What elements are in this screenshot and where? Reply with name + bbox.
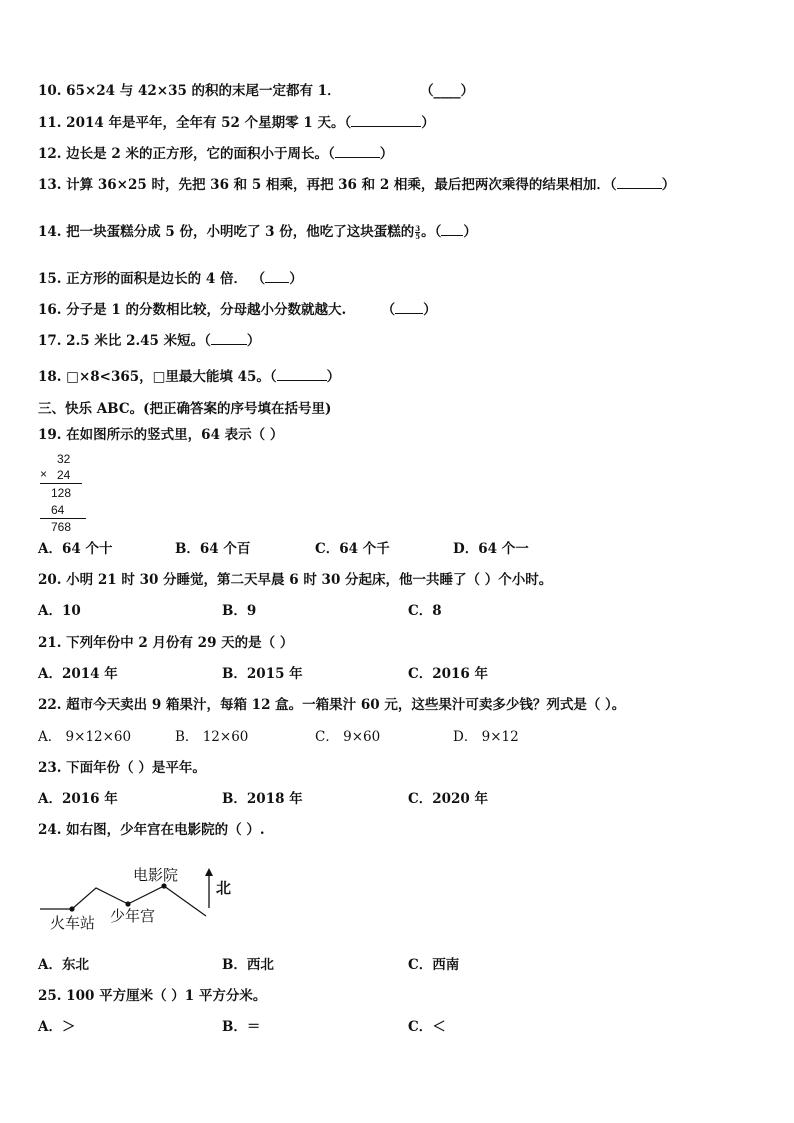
question-25: 25. 100 平方厘米（ ）1 平方分米。 <box>38 988 267 1004</box>
option-b[interactable]: B．西北 <box>222 957 274 973</box>
option-c[interactable]: C．2016 年 <box>408 666 489 682</box>
calc-multiplier: 24 <box>57 468 71 482</box>
question-10 <box>38 82 474 100</box>
question-14: 14. 把一块蛋糕分成 5 份，小明吃了 3 份，他吃了这块蛋糕的 $\frac{3}{5}$ 。（ ） <box>38 224 477 241</box>
answer-blank[interactable] <box>351 114 421 127</box>
station-label: 火车站 <box>50 914 96 932</box>
question-23: 23. 下面年份（ ）是平年。 <box>38 760 206 776</box>
option-b[interactable]: B． 12×60 <box>175 729 249 745</box>
option-d[interactable]: D． 9×12 <box>453 729 519 745</box>
question-19: 19. 在如图所示的竖式里，64 表示（ ） <box>38 427 284 443</box>
answer-blank[interactable] <box>617 176 662 189</box>
option-a[interactable]: A． 9×12×60 <box>38 729 132 745</box>
question-text: 12. 边长是 2 米的正方形，它的面积小于周长。（ <box>38 146 335 162</box>
question-text: 10. 65×24 与 42×35 的积的末尾一定都有 1． <box>38 83 341 99</box>
option-c[interactable]: C．2020 年 <box>408 791 489 807</box>
option-a[interactable]: A．2016 年 <box>38 791 118 807</box>
option-a[interactable]: A．64 个十 <box>38 541 113 557</box>
cinema-label: 电影院 <box>133 866 179 884</box>
question-text: 14. 把一块蛋糕分成 5 份，小明吃了 3 份，他吃了这块蛋糕的 <box>38 224 415 240</box>
section-title: 三、快乐 ABC。(把正确答案的序号填在括号里) <box>38 401 332 417</box>
option-c[interactable]: C．64 个千 <box>315 541 390 557</box>
option-d[interactable]: D．64 个一 <box>453 541 529 557</box>
option-b[interactable]: B．2015 年 <box>222 666 303 682</box>
answer-blank[interactable] <box>211 332 247 345</box>
option-b[interactable]: B．9 <box>222 603 257 619</box>
question-13: 13. 计算 36×25 时，先把 36 和 5 相乘，再把 36 和 2 相乘，最后把两次乘得的结果相加．（ ） <box>38 177 676 193</box>
question-11: 11. 2014 年是平年，全年有 52 个星期零 1 天。（ ） <box>38 115 435 131</box>
option-c[interactable]: C．8 <box>408 603 442 619</box>
question-text: 15. 正方形的面积是边长的 4 倍． （ <box>38 271 266 287</box>
calc-multiplicand: 32 <box>57 452 71 466</box>
answer-blank[interactable] <box>335 145 380 158</box>
north-label: 北 <box>216 879 232 897</box>
question-text: 11. 2014 年是平年，全年有 52 个星期零 1 天。（ <box>38 115 352 131</box>
option-a[interactable]: A．2014 年 <box>38 666 118 682</box>
question-15: 15. 正方形的面积是边长的 4 倍． （ ） <box>38 271 303 287</box>
question-text: 17. 2.5 米比 2.45 米短。（ <box>38 333 211 349</box>
answer-blank[interactable] <box>395 301 423 314</box>
option-c[interactable]: C． 9×60 <box>315 729 381 745</box>
option-b[interactable]: B．＝ <box>222 1019 261 1035</box>
option-b[interactable]: B．64 个百 <box>175 541 251 557</box>
question-22: 22. 超市今天卖出 9 箱果汁，每箱 12 盒。一箱果汁 60 元，这些果汁可卖多少钱？列式是（ ）。 <box>38 697 626 713</box>
question-20: 20. 小明 21 时 30 分睡觉，第二天早晨 6 时 30 分起床，他一共睡了（ ）个小时。 <box>38 572 553 588</box>
option-c[interactable]: C．西南 <box>408 957 460 973</box>
calc-partial-2: 64 <box>51 503 65 517</box>
calc-line-1 <box>40 483 82 484</box>
option-a[interactable]: A．10 <box>38 603 81 619</box>
question-24: 24. 如右图，少年宫在电影院的（ ）. <box>38 822 265 838</box>
question-16: 16. 分子是 1 的分数相比较，分母越小分数就越大. （ ） <box>38 302 437 318</box>
question-text: 16. 分子是 1 的分数相比较，分母越小分数就越大. <box>38 302 347 318</box>
question-12: 12. 边长是 2 米的正方形，它的面积小于周长。（ ） <box>38 146 394 162</box>
fraction: $\frac{3}{5}$ <box>415 224 421 241</box>
answer-blank[interactable] <box>265 270 289 283</box>
calc-result: 768 <box>51 520 72 534</box>
answer-bracket[interactable]: （____） <box>420 83 475 99</box>
answer-blank[interactable] <box>441 223 463 236</box>
calc-operator: × <box>40 467 48 481</box>
option-b[interactable]: B．2018 年 <box>222 791 303 807</box>
option-c[interactable]: C．＜ <box>408 1019 446 1035</box>
calc-partial-1: 128 <box>51 486 72 500</box>
question-21: 21. 下列年份中 2 月份有 29 天的是（ ） <box>38 635 294 651</box>
answer-blank[interactable] <box>277 368 327 381</box>
question-17: 17. 2.5 米比 2.45 米短。（ ） <box>38 333 261 349</box>
palace-label: 少年宫 <box>110 907 156 925</box>
question-text: 18. □×8<365，□里最大能填 45。（ <box>38 369 277 385</box>
option-a[interactable]: A．东北 <box>38 957 89 973</box>
question-text: 13. 计算 36×25 时，先把 36 和 5 相乘，再把 36 和 2 相乘，最后把两次乘得的结果相加．（ <box>38 177 617 193</box>
option-a[interactable]: A．＞ <box>38 1019 76 1035</box>
question-18: 18. □×8<365，□里最大能填 45。（ ） <box>38 369 341 385</box>
calc-line-2 <box>40 518 86 519</box>
